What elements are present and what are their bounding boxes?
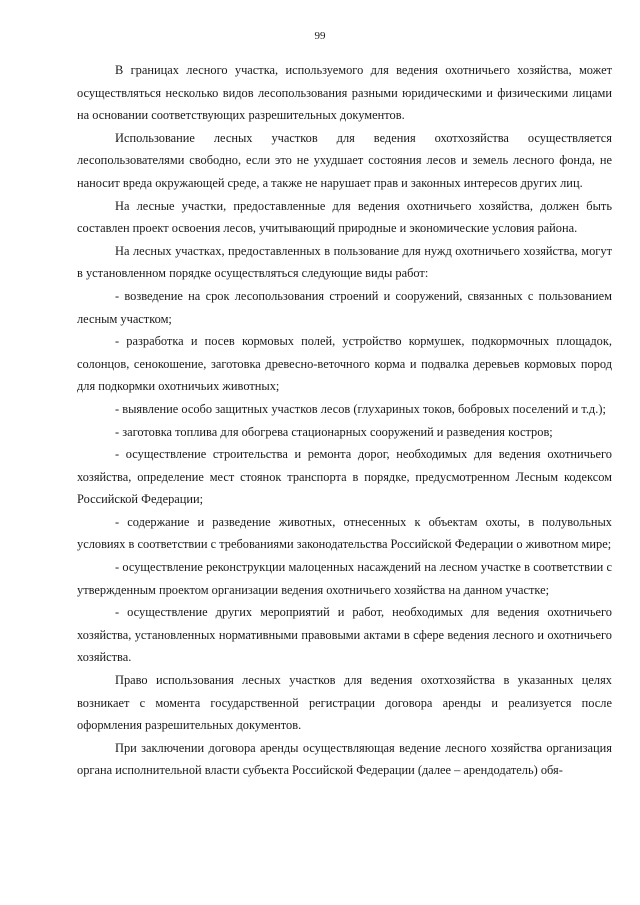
page-number: 99	[314, 30, 326, 42]
paragraph: На лесные участки, предоставленные для ведения охотничьего хозяйства, должен быть составлен проект освоения лесов, учитывающий природные и экономические условия района.	[77, 198, 612, 236]
list-item: - возведение на срок лесопользования строений и сооружений, связанных с пользованием лесным участком;	[77, 288, 612, 326]
paragraph: В границах лесного участка, используемого для ведения охотничьего хозяйства, может осуществляться несколько видов лесопользования разными юридическими и физическими лицами на основании соответствующих разрешительных документов.	[77, 63, 612, 123]
list-item: - разработка и посев кормовых полей, устройство кормушек, подкормочных площадок, солонцов, сенокошение, заготовка древесно-веточного корма и подвалка деревьев кормовых пород для подкормки охотничьих животных;	[77, 334, 612, 394]
paragraph: Право использования лесных участков для ведения охотхозяйства в указанных целях возникает с момента государственной регистрации договора аренды и реализуется после оформления разрешительных документов.	[77, 673, 612, 733]
page-body	[77, 59, 612, 782]
list-item: - осуществление строительства и ремонта дорог, необходимых для ведения охотничьего хозяйства, определение мест стоянок транспорта в порядке, предусмотренном Лесным кодексом Российской Федерации;	[77, 447, 612, 507]
list-item: - выявление особо защитных участков лесов (глухариных токов, бобровых поселений и т.д.);	[115, 401, 606, 416]
paragraph: Использование лесных участков для ведения охотхозяйства осуществляется лесопользователями свободно, если это не ухудшает состояния лесов и земель лесного фонда, не наносит вреда окружающей среде, а также не нарушает прав и законных интересов других лиц.	[77, 130, 612, 190]
paragraph: На лесных участках, предоставленных в пользование для нужд охотничьего хозяйства, могут в установленном порядке осуществляться следующие виды работ:	[77, 243, 612, 281]
paragraph: При заключении договора аренды осуществляющая ведение лесного хозяйства организация органа исполнительной власти субъекта Российской Федерации (далее – арендодатель) обя-	[77, 740, 612, 778]
list-item: - осуществление других мероприятий и работ, необходимых для ведения охотничьего хозяйства, установленных нормативными правовыми актами в сфере ведения лесного и охотничьего хозяйства.	[77, 605, 612, 665]
list-item: - заготовка топлива для обогрева стационарных сооружений и разведения костров;	[115, 424, 553, 439]
list-item: - содержание и разведение животных, отнесенных к объектам охоты, в полувольных условиях в соответствии с требованиями законодательства Российской Федерации о животном мире;	[77, 514, 612, 552]
list-item: - осуществление реконструкции малоценных насаждений на лесном участке в соответствии с утвержденным проектом организации ведения охотничьего хозяйства на данном участке;	[77, 560, 612, 597]
